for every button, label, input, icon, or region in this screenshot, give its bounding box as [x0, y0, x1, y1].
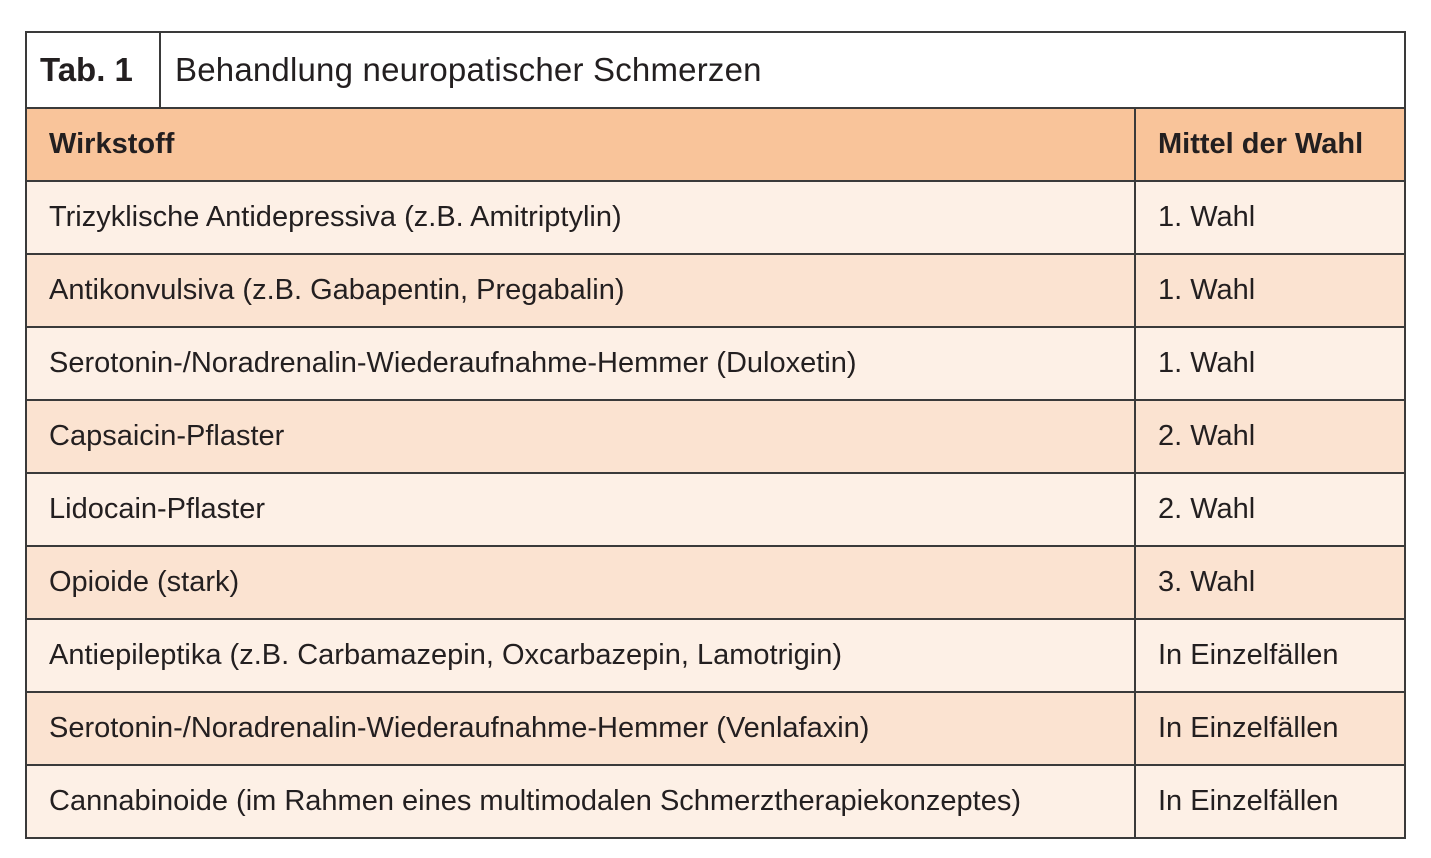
cell-wirkstoff: Lidocain-Pflaster	[27, 474, 1136, 545]
table-caption	[27, 33, 1404, 109]
cell-wirkstoff: Serotonin-/Noradrenalin-Wiederaufnahme-Hemmer (Venlafaxin)	[27, 693, 1136, 764]
cell-wahl: 2. Wahl	[1158, 420, 1256, 452]
cell-wahl: In Einzelfällen	[1158, 785, 1339, 817]
cell-wirkstoff: Antiepileptika (z.B. Carbamazepin, Oxcarbazepin, Lamotrigin)	[27, 620, 1136, 691]
table-row	[27, 474, 1404, 547]
cell-wirkstoff: Cannabinoide (im Rahmen eines multimodalen Schmerztherapiekonzeptes)	[27, 766, 1136, 837]
table-row	[27, 693, 1404, 766]
table-row	[27, 620, 1404, 693]
cell-wahl: In Einzelfällen	[1158, 712, 1339, 744]
table-title: Behandlung neuropatischer Schmerzen	[175, 51, 762, 88]
cell-wirkstoff: Capsaicin-Pflaster	[27, 401, 1136, 472]
treatment-table	[25, 31, 1406, 839]
cell-wirkstoff: Antikonvulsiva (z.B. Gabapentin, Pregabalin)	[27, 255, 1136, 326]
cell-wahl: 2. Wahl	[1158, 493, 1256, 525]
table-number: Tab. 1	[27, 33, 161, 107]
table-row	[27, 182, 1404, 255]
cell-wirkstoff: Opioide (stark)	[27, 547, 1136, 618]
cell-wirkstoff: Trizyklische Antidepressiva (z.B. Amitriptylin)	[27, 182, 1136, 253]
table-row	[27, 255, 1404, 328]
column-header-mittel-der-wahl: Mittel der Wahl	[1158, 128, 1364, 160]
cell-wahl: In Einzelfällen	[1158, 639, 1339, 671]
column-header-wirkstoff: Wirkstoff	[27, 109, 1136, 180]
table-row	[27, 766, 1404, 837]
table-row	[27, 328, 1404, 401]
cell-wirkstoff: Serotonin-/Noradrenalin-Wiederaufnahme-Hemmer (Duloxetin)	[27, 328, 1136, 399]
cell-wahl: 1. Wahl	[1158, 274, 1256, 306]
cell-wahl: 1. Wahl	[1158, 201, 1256, 233]
table-row	[27, 547, 1404, 620]
cell-wahl: 1. Wahl	[1158, 347, 1256, 379]
cell-wahl: 3. Wahl	[1158, 566, 1256, 598]
table-row	[27, 401, 1404, 474]
table-header-row	[27, 109, 1404, 182]
